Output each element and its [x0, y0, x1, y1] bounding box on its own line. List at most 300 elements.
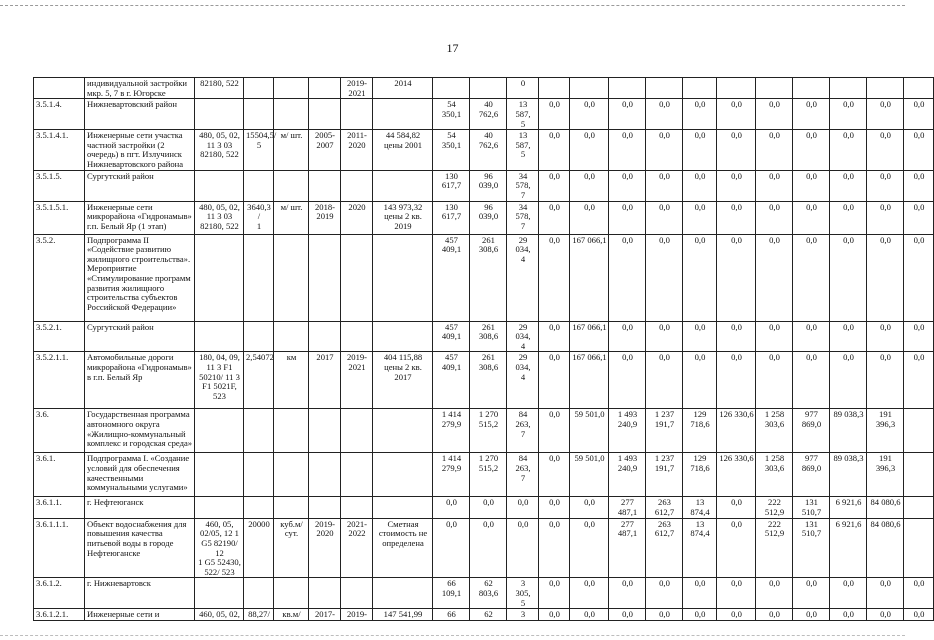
row-total: 1 414 279,9	[433, 453, 470, 497]
row-estimated-cost: 44 584,82 цены 2001	[373, 130, 433, 171]
row-value-cell: 277 487,1	[609, 497, 646, 518]
row-total: 54 350,1	[433, 130, 470, 171]
row-value-cell: 0,0	[683, 609, 717, 621]
row-code: 3.6.1.	[34, 453, 85, 497]
row-value-cell: 167 066,1	[570, 321, 609, 352]
row-value-cell: 0,0	[570, 518, 609, 578]
row-value-cell: 129 718,6	[683, 453, 717, 497]
row-value-cell: 0,0	[646, 234, 683, 321]
row-unit: кв.м/	[274, 609, 309, 621]
row-regional: 3 305, 5	[507, 578, 539, 609]
row-value-cell	[904, 497, 934, 518]
row-code: 3.5.1.4.1.	[34, 130, 85, 171]
row-value-cell: 0,0	[609, 352, 646, 409]
row-value-cell: 0,0	[609, 99, 646, 130]
row-value-cell: 0,0	[539, 321, 570, 352]
row-value-cell: 1 493 240,9	[609, 453, 646, 497]
row-value-cell: 0,0	[904, 234, 934, 321]
row-budget-code	[195, 409, 244, 453]
page-number: 17	[446, 41, 459, 55]
row-capacity	[244, 99, 274, 130]
table-row	[34, 78, 934, 99]
row-value-cell: 129 718,6	[683, 409, 717, 453]
row-value-cell: 0,0	[609, 234, 646, 321]
row-value-cell: 0,0	[830, 201, 867, 234]
row-design-years	[309, 170, 341, 201]
row-budget-code: 180, 04, 09, 11 3 F1 50210/ 11 3 F1 5021F, 523	[195, 352, 244, 409]
row-value-cell: 0,0	[793, 170, 830, 201]
row-total: 130 617,7	[433, 170, 470, 201]
row-estimated-cost	[373, 170, 433, 201]
row-code: 3.6.1.1.	[34, 497, 85, 518]
row-estimated-cost: 2014	[373, 78, 433, 99]
row-capacity: 2,54072	[244, 352, 274, 409]
row-name: Объект водоснабжения для повышения качества питьевой воды в городе Нефтеюганске	[85, 518, 195, 578]
row-code: 3.5.1.5.	[34, 170, 85, 201]
row-regional: 0,0	[507, 518, 539, 578]
row-value-cell: 0,0	[793, 201, 830, 234]
row-regional: 84 263, 7	[507, 409, 539, 453]
row-unit: км	[274, 352, 309, 409]
row-value-cell: 6 921,6	[830, 497, 867, 518]
row-unit	[274, 234, 309, 321]
row-budget-code	[195, 497, 244, 518]
row-build-years	[341, 321, 373, 352]
row-unit	[274, 321, 309, 352]
row-value-cell: 0,0	[793, 234, 830, 321]
row-total: 130 617,7	[433, 201, 470, 234]
row-total: 66	[433, 609, 470, 621]
row-design-years	[309, 234, 341, 321]
row-value-cell: 0,0	[683, 321, 717, 352]
row-value-cell: 0,0	[793, 130, 830, 171]
row-estimated-cost: Сметная стоимость не определена	[373, 518, 433, 578]
row-value-cell: 0,0	[539, 170, 570, 201]
table-row	[34, 234, 934, 321]
row-total: 66 109,1	[433, 578, 470, 609]
row-value-cell: 0,0	[646, 352, 683, 409]
row-total: 457 409,1	[433, 234, 470, 321]
row-value-cell: 0,0	[683, 99, 717, 130]
row-value-cell: 0,0	[539, 201, 570, 234]
row-value-cell	[904, 409, 934, 453]
row-value-cell: 0,0	[683, 234, 717, 321]
row-value-cell: 0,0	[830, 352, 867, 409]
row-unit	[274, 497, 309, 518]
row-value-cell	[830, 78, 867, 99]
table-row	[34, 170, 934, 201]
row-value-cell: 0,0	[867, 99, 904, 130]
row-value-cell: 0,0	[609, 130, 646, 171]
row-value-cell: 0,0	[717, 609, 756, 621]
row-total: 457 409,1	[433, 321, 470, 352]
row-design-years	[309, 78, 341, 99]
row-estimated-cost	[373, 321, 433, 352]
row-value-cell: 0,0	[830, 130, 867, 171]
row-build-years: 2020	[341, 201, 373, 234]
row-build-years: 2021- 2022	[341, 518, 373, 578]
row-name: Подпрограмма I. «Создание условий для обеспечения качественными коммунальными услугами»	[85, 453, 195, 497]
table-body	[34, 78, 934, 621]
row-value-cell: 0,0	[609, 201, 646, 234]
row-code: 3.6.1.1.1.	[34, 518, 85, 578]
row-value-cell: 0,0	[904, 609, 934, 621]
row-federal: 261 308,6	[470, 234, 507, 321]
row-capacity: 3640,3 / 1	[244, 201, 274, 234]
row-capacity: 20000	[244, 518, 274, 578]
row-value-cell: 0,0	[646, 170, 683, 201]
row-value-cell: 0,0	[570, 170, 609, 201]
row-value-cell: 0,0	[867, 234, 904, 321]
row-value-cell: 0,0	[867, 321, 904, 352]
row-design-years: 2005- 2007	[309, 130, 341, 171]
row-budget-code	[195, 453, 244, 497]
row-total: 0,0	[433, 518, 470, 578]
row-build-years	[341, 453, 373, 497]
row-value-cell: 0,0	[717, 518, 756, 578]
row-estimated-cost	[373, 99, 433, 130]
row-unit	[274, 78, 309, 99]
row-value-cell: 0,0	[683, 352, 717, 409]
row-design-years	[309, 99, 341, 130]
row-value-cell: 0,0	[756, 234, 793, 321]
row-value-cell: 0,0	[830, 234, 867, 321]
row-value-cell: 84 080,6	[867, 518, 904, 578]
row-value-cell: 131 510,7	[793, 497, 830, 518]
row-regional: 34 578, 7	[507, 201, 539, 234]
row-build-years: 2019- 2021	[341, 352, 373, 409]
row-value-cell: 0,0	[717, 130, 756, 171]
row-total: 0,0	[433, 497, 470, 518]
row-value-cell: 0,0	[609, 609, 646, 621]
row-design-years	[309, 453, 341, 497]
row-value-cell: 1 237 191,7	[646, 453, 683, 497]
row-name: Нижневартовский район	[85, 99, 195, 130]
row-build-years: 2011- 2020	[341, 130, 373, 171]
row-design-years	[309, 497, 341, 518]
row-name: г. Нижневартовск	[85, 578, 195, 609]
row-design-years	[309, 321, 341, 352]
row-value-cell: 263 612,7	[646, 497, 683, 518]
row-code: 3.5.2.1.	[34, 321, 85, 352]
row-value-cell: 0,0	[539, 518, 570, 578]
row-code: 3.6.1.2.1.	[34, 609, 85, 621]
row-regional: 29 034, 4	[507, 352, 539, 409]
row-value-cell: 977 869,0	[793, 409, 830, 453]
row-capacity	[244, 497, 274, 518]
row-value-cell: 0,0	[830, 170, 867, 201]
row-build-years: 2019-	[341, 609, 373, 621]
row-value-cell: 0,0	[570, 578, 609, 609]
row-total: 457 409,1	[433, 352, 470, 409]
row-federal: 261 308,6	[470, 352, 507, 409]
row-capacity	[244, 409, 274, 453]
row-design-years	[309, 578, 341, 609]
row-capacity	[244, 170, 274, 201]
row-budget-code: 460, 05, 02,	[195, 609, 244, 621]
row-capacity	[244, 234, 274, 321]
page-bottom-edge	[0, 634, 905, 636]
row-name: Сургутский район	[85, 170, 195, 201]
row-value-cell	[609, 78, 646, 99]
row-value-cell	[717, 78, 756, 99]
row-value-cell: 0,0	[539, 453, 570, 497]
row-federal: 1 270 515,2	[470, 409, 507, 453]
row-value-cell: 0,0	[539, 130, 570, 171]
row-value-cell: 13 874,4	[683, 497, 717, 518]
row-value-cell: 0,0	[539, 609, 570, 621]
row-value-cell: 0,0	[793, 352, 830, 409]
row-regional: 13 587, 5	[507, 130, 539, 171]
row-federal	[470, 78, 507, 99]
row-value-cell	[570, 78, 609, 99]
table-row	[34, 609, 934, 621]
row-value-cell: 167 066,1	[570, 234, 609, 321]
row-capacity: 15504,5/ 5	[244, 130, 274, 171]
row-design-years	[309, 409, 341, 453]
row-unit	[274, 453, 309, 497]
row-budget-code: 480, 05, 02, 11 3 03 82180, 522	[195, 201, 244, 234]
row-regional: 29 034, 4	[507, 234, 539, 321]
row-estimated-cost: 404 115,88 цены 2 кв. 2017	[373, 352, 433, 409]
table-row	[34, 409, 934, 453]
row-design-years: 2019- 2020	[309, 518, 341, 578]
row-value-cell	[793, 78, 830, 99]
row-regional: 34 578, 7	[507, 170, 539, 201]
row-value-cell	[539, 78, 570, 99]
row-value-cell: 0,0	[867, 130, 904, 171]
row-value-cell: 0,0	[539, 234, 570, 321]
row-build-years: 2019- 2021	[341, 78, 373, 99]
row-unit: м/ шт.	[274, 130, 309, 171]
row-value-cell: 0,0	[717, 497, 756, 518]
row-value-cell: 0,0	[717, 321, 756, 352]
row-federal: 62	[470, 609, 507, 621]
row-value-cell	[904, 453, 934, 497]
row-capacity	[244, 453, 274, 497]
row-name: Инженерные сети участка частной застройки (2 очередь) в пгт. Излучинск Нижневартовского района	[85, 130, 195, 171]
row-name: Инженерные сети микрорайона «Гидронамыв» г.п. Белый Яр (1 этап)	[85, 201, 195, 234]
row-value-cell: 0,0	[717, 352, 756, 409]
row-federal: 0,0	[470, 497, 507, 518]
row-value-cell: 0,0	[793, 578, 830, 609]
row-value-cell: 277 487,1	[609, 518, 646, 578]
row-estimated-cost: 143 973,32 цены 2 кв. 2019	[373, 201, 433, 234]
row-value-cell: 0,0	[904, 130, 934, 171]
row-regional: 29 034, 4	[507, 321, 539, 352]
row-value-cell: 222 512,9	[756, 518, 793, 578]
row-value-cell: 0,0	[609, 578, 646, 609]
row-value-cell: 0,0	[646, 99, 683, 130]
row-regional: 84 263, 7	[507, 453, 539, 497]
row-value-cell: 0,0	[867, 170, 904, 201]
row-value-cell: 1 258 303,6	[756, 409, 793, 453]
row-value-cell: 0,0	[867, 609, 904, 621]
row-regional: 0	[507, 78, 539, 99]
row-value-cell: 0,0	[717, 201, 756, 234]
row-budget-code: 82180, 522	[195, 78, 244, 99]
row-federal: 261 308,6	[470, 321, 507, 352]
row-value-cell: 0,0	[646, 578, 683, 609]
row-value-cell: 0,0	[539, 497, 570, 518]
row-build-years	[341, 234, 373, 321]
row-capacity	[244, 78, 274, 99]
row-value-cell: 0,0	[646, 201, 683, 234]
row-value-cell: 0,0	[830, 578, 867, 609]
row-value-cell: 0,0	[830, 609, 867, 621]
row-value-cell: 0,0	[793, 609, 830, 621]
row-name: Подпрограмма II «Содействие развитию жилищного строительства». Мероприятие «Стимулирование программ развития жилищного строительства субъектов Российской Федерации»	[85, 234, 195, 321]
row-federal: 96 039,0	[470, 201, 507, 234]
row-value-cell: 0,0	[570, 497, 609, 518]
row-value-cell: 0,0	[830, 99, 867, 130]
row-value-cell: 0,0	[756, 352, 793, 409]
row-build-years	[341, 170, 373, 201]
row-design-years: 2017-	[309, 609, 341, 621]
row-value-cell: 0,0	[683, 578, 717, 609]
row-code: 3.5.1.4.	[34, 99, 85, 130]
table-row	[34, 453, 934, 497]
row-design-years: 2018- 2019	[309, 201, 341, 234]
row-capacity	[244, 321, 274, 352]
row-value-cell: 0,0	[793, 321, 830, 352]
row-value-cell: 0,0	[539, 99, 570, 130]
row-value-cell: 0,0	[609, 321, 646, 352]
row-value-cell	[867, 78, 904, 99]
row-design-years: 2017	[309, 352, 341, 409]
row-value-cell: 13 874,4	[683, 518, 717, 578]
table-row	[34, 352, 934, 409]
row-budget-code: 480, 05, 02, 11 3 03 82180, 522	[195, 130, 244, 171]
row-estimated-cost: 147 541,99	[373, 609, 433, 621]
row-value-cell	[683, 78, 717, 99]
row-value-cell: 0,0	[717, 99, 756, 130]
row-estimated-cost	[373, 578, 433, 609]
row-value-cell: 0,0	[646, 130, 683, 171]
table-row	[34, 497, 934, 518]
row-unit	[274, 170, 309, 201]
row-value-cell: 0,0	[683, 170, 717, 201]
row-unit: м/ шт.	[274, 201, 309, 234]
row-regional: 0,0	[507, 497, 539, 518]
row-budget-code	[195, 170, 244, 201]
row-value-cell: 0,0	[646, 321, 683, 352]
row-value-cell: 1 237 191,7	[646, 409, 683, 453]
row-budget-code: 460, 05, 02/05, 12 1 G5 82190/ 12 1 G5 52430, 522/ 523	[195, 518, 244, 578]
row-build-years	[341, 578, 373, 609]
row-value-cell: 263 612,7	[646, 518, 683, 578]
row-value-cell: 89 038,3	[830, 409, 867, 453]
row-value-cell: 1 493 240,9	[609, 409, 646, 453]
row-capacity	[244, 578, 274, 609]
row-value-cell: 0,0	[867, 352, 904, 409]
row-federal: 40 762,6	[470, 99, 507, 130]
row-unit	[274, 99, 309, 130]
row-value-cell: 0,0	[904, 321, 934, 352]
row-value-cell: 0,0	[756, 99, 793, 130]
row-federal: 96 039,0	[470, 170, 507, 201]
row-federal: 40 762,6	[470, 130, 507, 171]
row-federal: 62 803,6	[470, 578, 507, 609]
row-name: Автомобильные дороги микрорайона «Гидронамыв» в г.п. Белый Яр	[85, 352, 195, 409]
row-value-cell: 0,0	[570, 99, 609, 130]
row-value-cell: 0,0	[683, 130, 717, 171]
row-unit: куб.м/ сут.	[274, 518, 309, 578]
row-value-cell	[756, 78, 793, 99]
row-value-cell: 0,0	[867, 201, 904, 234]
row-regional: 3	[507, 609, 539, 621]
row-code	[34, 78, 85, 99]
row-federal: 0,0	[470, 518, 507, 578]
row-build-years	[341, 497, 373, 518]
row-value-cell: 977 869,0	[793, 453, 830, 497]
row-value-cell: 0,0	[904, 201, 934, 234]
row-value-cell: 0,0	[756, 201, 793, 234]
row-code: 3.6.	[34, 409, 85, 453]
row-value-cell: 0,0	[570, 130, 609, 171]
row-budget-code	[195, 578, 244, 609]
row-name: индивидуальной застройки мкр. 5, 7 в г. Югорске	[85, 78, 195, 99]
row-estimated-cost	[373, 234, 433, 321]
row-code: 3.5.2.1.1.	[34, 352, 85, 409]
row-code: 3.6.1.2.	[34, 578, 85, 609]
row-value-cell: 0,0	[717, 234, 756, 321]
row-value-cell: 0,0	[646, 609, 683, 621]
row-estimated-cost	[373, 497, 433, 518]
row-value-cell: 84 080,6	[867, 497, 904, 518]
row-code: 3.5.1.5.1.	[34, 201, 85, 234]
row-unit	[274, 578, 309, 609]
row-value-cell: 0,0	[570, 609, 609, 621]
row-value-cell: 0,0	[756, 170, 793, 201]
row-value-cell: 0,0	[904, 578, 934, 609]
row-value-cell: 0,0	[867, 578, 904, 609]
row-build-years	[341, 409, 373, 453]
row-value-cell: 59 501,0	[570, 453, 609, 497]
row-value-cell: 191 396,3	[867, 453, 904, 497]
table-row	[34, 201, 934, 234]
row-value-cell: 0,0	[717, 170, 756, 201]
row-value-cell	[646, 78, 683, 99]
row-value-cell: 0,0	[756, 609, 793, 621]
row-build-years	[341, 99, 373, 130]
capital-investment-table	[33, 77, 934, 621]
row-value-cell: 0,0	[609, 170, 646, 201]
row-name: Инженерные сети и	[85, 609, 195, 621]
row-value-cell: 0,0	[756, 130, 793, 171]
row-value-cell: 0,0	[717, 578, 756, 609]
row-unit	[274, 409, 309, 453]
row-value-cell: 89 038,3	[830, 453, 867, 497]
row-code: 3.5.2.	[34, 234, 85, 321]
row-total: 54 350,1	[433, 99, 470, 130]
row-total	[433, 78, 470, 99]
row-value-cell: 0,0	[793, 99, 830, 130]
table-row	[34, 99, 934, 130]
row-value-cell: 0,0	[683, 201, 717, 234]
row-budget-code	[195, 234, 244, 321]
row-value-cell: 0,0	[756, 321, 793, 352]
row-value-cell	[904, 78, 934, 99]
row-value-cell: 0,0	[756, 578, 793, 609]
table-row	[34, 578, 934, 609]
row-value-cell: 222 512,9	[756, 497, 793, 518]
row-capacity: 88,27/	[244, 609, 274, 621]
row-name: Государственная программа автономного округа «Жилищно-коммунальный комплекс и городская среда»	[85, 409, 195, 453]
row-value-cell: 0,0	[830, 321, 867, 352]
table-row	[34, 518, 934, 578]
row-value-cell: 126 330,6	[717, 453, 756, 497]
